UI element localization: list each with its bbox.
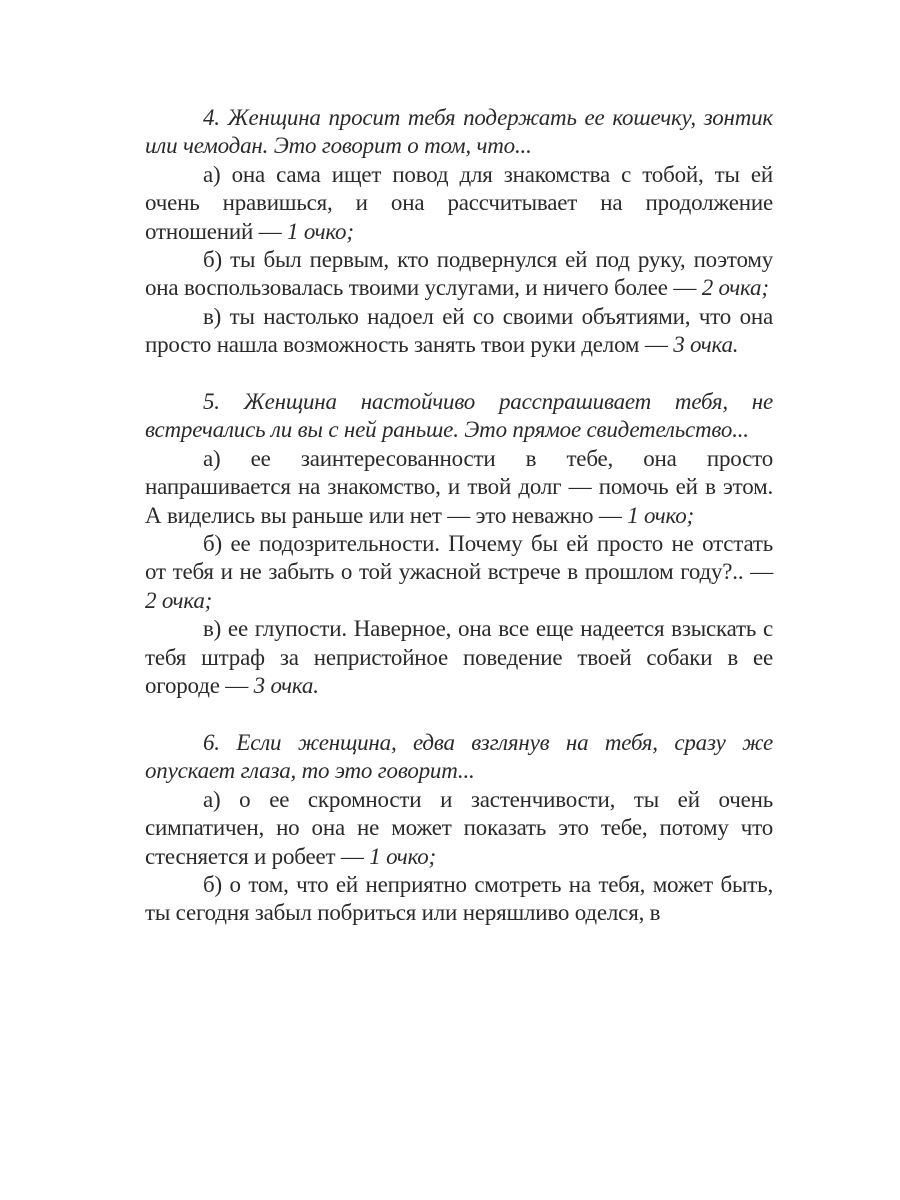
answer-text: в) ты настолько надоел ей со своими объятиями, что она просто нашла возможность занять твои руки делом — [145,303,773,358]
answer-a [145,445,773,530]
question-text: 4. Женщина просит тебя подержать ее кошечку, зонтик или чемодан. Это говорит о том, что... [145,105,773,159]
answer-score: 1 очко; [369,843,437,869]
answer-score: 1 очко; [287,218,354,244]
answer-score: 3 очка. [253,673,319,699]
answer-text: б) ты был первым, кто подвернулся ей под руку, поэтому она воспользовалась твоими услугами, и ничего более — [145,247,773,301]
answer-text: в) ее глупости. Наверное, она все еще надеется взыскать с тебя штраф за непристойное поведение твоей собаки в ее огороде — [145,616,773,699]
answer-score: 2 очка; [145,587,213,613]
spacer [145,701,773,729]
answer-b [145,530,773,615]
answer-c [145,615,773,700]
answer-a [145,161,773,246]
question-6 [145,729,773,928]
answer-text: а) ее заинтересованности в тебе, она просто напрашивается на знакомство, и твой долг — помочь ей в этом. А виделись вы раньше или нет — это неважно — [145,445,773,528]
answer-c [145,303,773,360]
question-5 [145,388,773,700]
answer-text: а) о ее скромности и застенчивости, ты ей очень симпатичен, но она не может показать это тебе, потому что стесняется и робеет — [145,786,773,869]
question-text: 6. Если женщина, едва взглянув на тебя, сразу же опускает глаза, то это говорит... [145,729,773,784]
answer-b [145,871,773,928]
answer-a [145,786,773,871]
answer-text: б) о том, что ей неприятно смотреть на тебя, может быть, ты сегодня забыл побриться или неряшливо оделся, в [145,871,773,926]
answer-score: 2 очка; [701,275,769,301]
question-4 [145,104,773,360]
spacer [145,360,773,388]
question-text: 5. Женщина настойчиво расспрашивает тебя, не встречались ли вы с ней раньше. Это прямое свидетельство... [145,389,773,443]
answer-score: 3 очка. [673,332,739,358]
answer-b [145,246,773,303]
answer-score: 1 очко; [627,502,694,528]
answer-text: б) ее подозрительности. Почему бы ей просто не отстать от тебя и не забыть о той ужасной встрече в прошлом году?.. — [145,531,773,585]
document-page [145,104,773,928]
answer-text: а) она сама ищет повод для знакомства с тобой, ты ей очень нравишься, и она рассчитывает на продолжение отношений — [145,161,773,244]
